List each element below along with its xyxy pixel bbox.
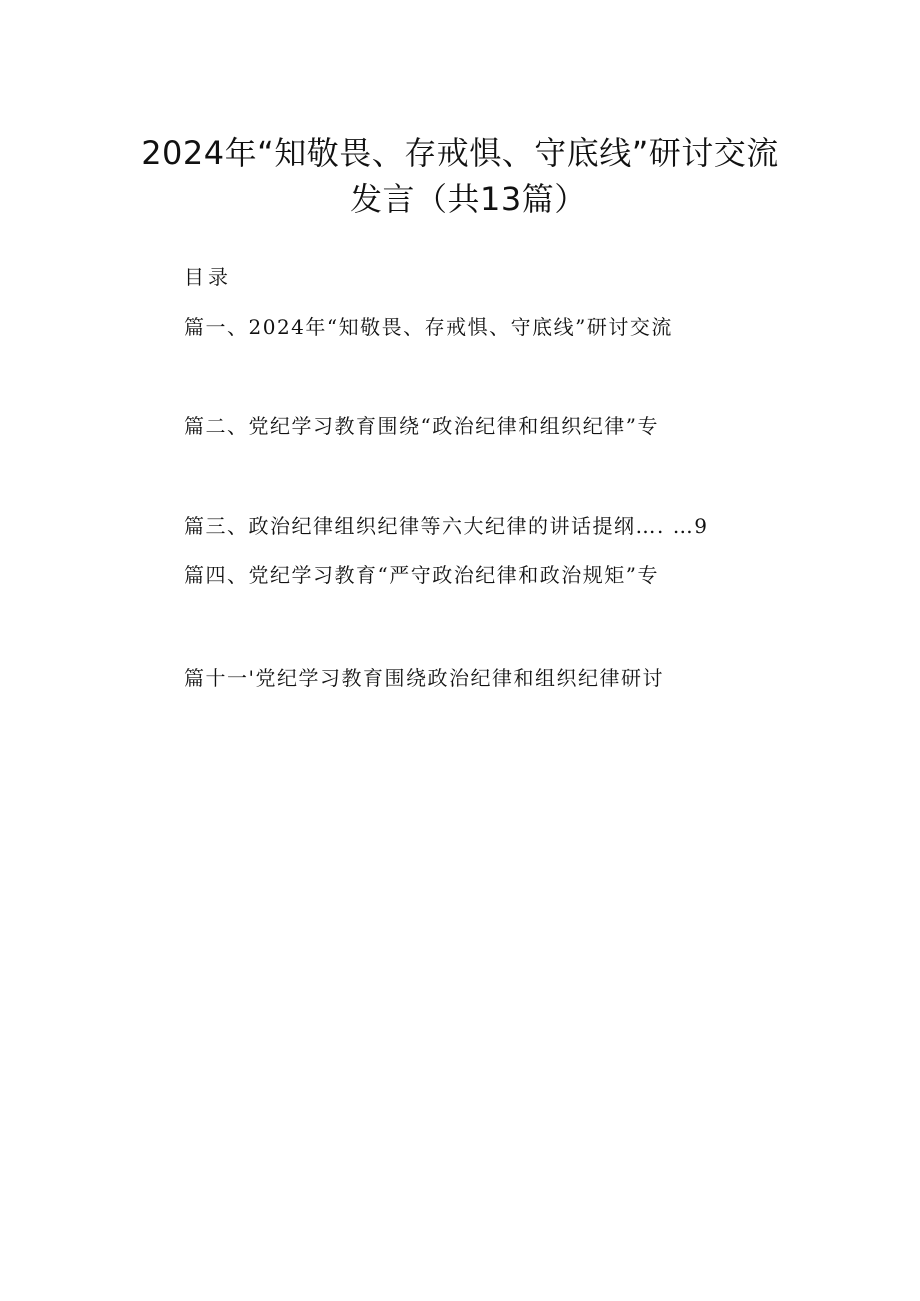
title-line-1: 2024年“知敬畏、存戒惧、守底线”研讨交流 xyxy=(141,134,779,172)
document-title xyxy=(100,130,820,222)
toc-item: 篇二、党纪学习教育围绕“政治纪律和组织纪律”专 xyxy=(184,414,659,438)
toc-item: 篇三、政治纪律组织纪律等六大纪律的讲话提纲…. …9 xyxy=(184,514,709,538)
title-line-2: 发言（共13篇） xyxy=(350,180,587,218)
toc-item: 篇四、党纪学习教育“严守政治纪律和政治规矩”专 xyxy=(184,563,659,587)
toc-heading: 目录 xyxy=(184,265,232,289)
toc-item: 篇十一'党纪学习教育围绕政治纪律和组织纪律研讨 xyxy=(184,666,664,690)
toc-item: 篇一、2024年“知敬畏、存戒惧、守底线”研讨交流 xyxy=(184,315,673,339)
